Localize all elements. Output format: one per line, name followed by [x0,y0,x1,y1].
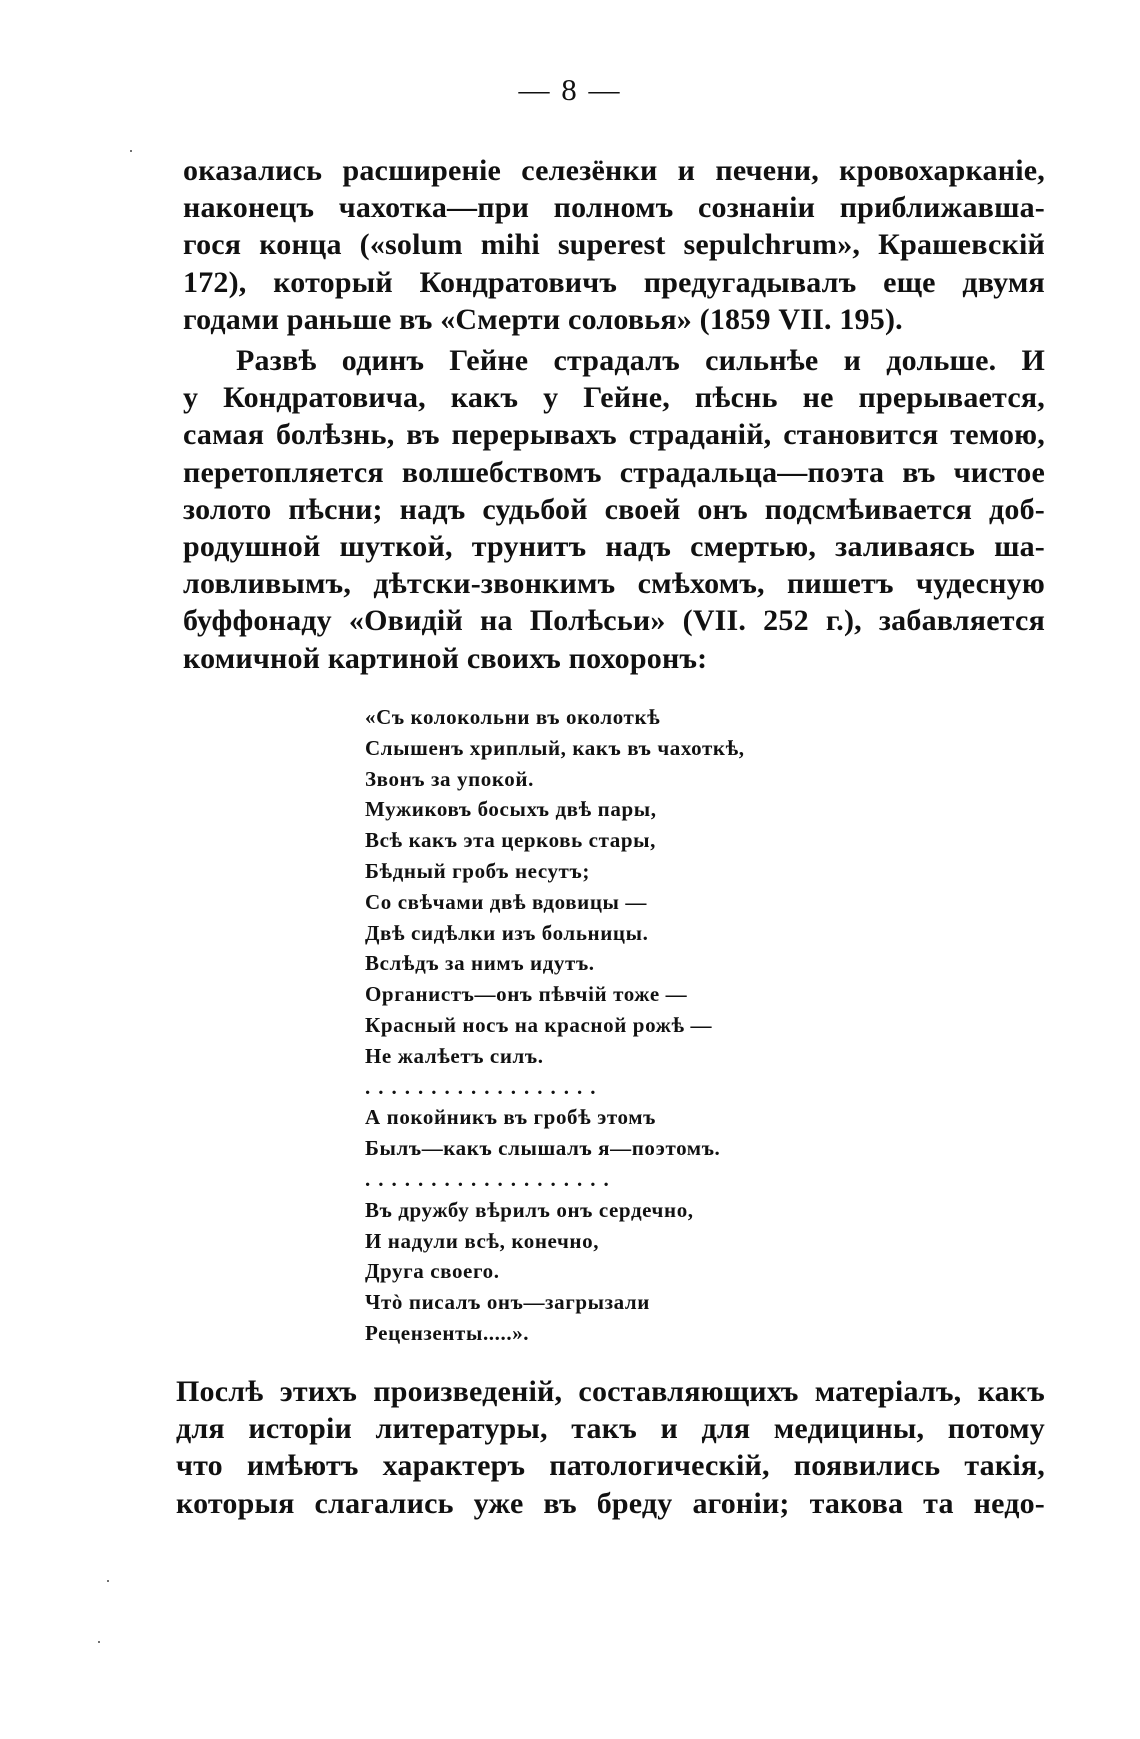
text-line: годами раньше въ «Смерти соловья» (1859 VII. 195). [183,302,903,336]
scan-speck [107,1580,109,1582]
poem-line: Друга своего. [365,1259,500,1284]
poem-line: Не жалѣетъ силъ. [365,1043,544,1068]
poem-line: Бѣдный гробъ несутъ; [365,858,590,883]
text-line: 172), который Кондратовичъ предугадывалъ еще двумя [183,265,1045,299]
text-line: ловливымъ, дѣтски-звонкимъ смѣхомъ, пишетъ чудесную [183,567,1045,601]
text-line: наконецъ чахотка—при полномъ сознаніи приближавша- [183,191,1045,225]
text-line: у Кондратовича, какъ у Гейне, пѣснь не прерывается, [183,381,1045,415]
poem-line: Слышенъ хриплый, какъ въ чахоткѣ, [365,735,745,760]
text-line: комичной картиной своихъ похоронъ: [183,641,708,675]
page-number: — 8 — [518,72,622,107]
paragraph-3 [176,1373,1045,1522]
text-line: Послѣ этихъ произведеній, составляющихъ матеріалъ, какъ [176,1375,1045,1408]
poem-line: И надули всѣ, конечно, [365,1228,600,1253]
poem-line: Чтò писалъ онъ—загрызали [365,1290,651,1315]
poem-line: Звонъ за упокой. [365,766,534,791]
text-line: Развѣ одинъ Гейне страдалъ сильнѣе и дольше. И [236,344,1045,377]
poem-line: Вслѣдъ за нимъ идутъ. [365,951,595,976]
text-line: которыя слагались уже въ бреду агоніи; такова та недо- [176,1486,1045,1520]
poem-line: Былъ—какъ слышалъ я—поэтомъ. [365,1136,721,1161]
text-line: что имѣютъ характеръ патологическій, появились такія, [176,1449,1045,1483]
text-line: оказались расширеніе селезёнки и печени, кровохарканіе, [183,154,1045,187]
text-line: золото пѣсни; надъ судьбой своей онъ подсмѣивается доб- [183,492,1045,526]
poem-line: Органистъ—онъ пѣвчій тоже — [365,982,688,1007]
poem-quote [365,702,865,1349]
paragraph-2 [183,342,1045,677]
poem-line: Красный носъ на красной рожѣ — [365,1012,713,1037]
ellipsis-row: .................. [365,1074,604,1099]
text-line: буффонаду «Овидій на Полѣсьи» (VII. 252 г.), забавляется [183,604,1045,638]
poem-line: А покойникъ въ гробѣ этомъ [365,1105,656,1130]
poem-line: Со свѣчами двѣ вдовицы — [365,889,647,914]
poem-line: Въ дружбу вѣрилъ онъ сердечно, [365,1197,694,1222]
text-line: самая болѣзнь, въ перерывахъ страданій, становится темою, [183,418,1045,452]
text-line: родушной шуткой, трунитъ надъ смертью, заливаясь ша- [183,530,1045,564]
poem-line: Рецензенты.....». [365,1320,530,1345]
scan-speck [98,1641,100,1643]
scan-speck [130,150,132,152]
poem-line: «Съ колокольни въ околоткѣ [365,705,661,729]
text-line: для исторіи литературы, такъ и для медицины, потому [176,1412,1045,1446]
text-line: перетопляется волшебствомъ страдальца—поэта въ чистое [183,455,1045,489]
poem-line: Двѣ сидѣлки изъ больницы. [365,920,649,945]
text-line: гося конца («solum mihi superest sepulchrum», Крашевскій [183,228,1045,262]
poem-line: Всѣ какъ эта церковь стары, [365,828,656,853]
paragraph-1 [183,152,1045,338]
poem-line: Мужиковъ босыхъ двѣ пары, [365,797,657,822]
ellipsis-row: ................... [365,1166,617,1191]
